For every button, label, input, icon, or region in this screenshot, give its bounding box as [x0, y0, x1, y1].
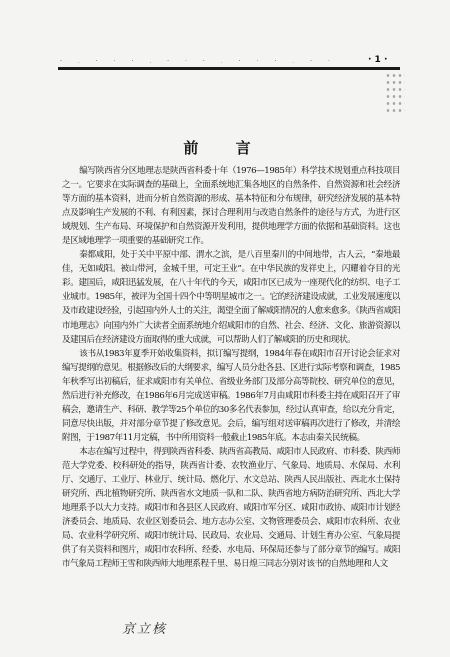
scan-noise: [385, 72, 405, 112]
header-scan-marks: · ﹒ · ‧ · ﹒ · ‧ · ﹒ · ‧ · ﹒ · ‧: [60, 58, 338, 65]
page-number: · 1 ·: [368, 55, 388, 65]
paragraph-3: 该书从1983年夏季开始收集资料，拟订编写提纲，1984年春在咸阳市召开讨论会征求对编写提纲的意见。根据修改后的大纲要求，编写人员分赴各县、区进行实际考察和调查，1985年秋季写出初稿后，征求咸阳市有关单位、省级业务部门及部分高等院校、研究单位的意见，然后进行补充修改，在1986年6月完成送审稿。1986年7月由咸阳市科委主持在咸阳召开了审稿会，邀请生产、科研、教学等25个单位的30多名代表参加，经过认真审查，给以充分肯定，同意尽快出版，并对部分章节提了修改意见。会后，编写组对送审稿再次进行了修改，并清绘附图，于1987年11月定稿，书中所用资料一般截止1985年底。本志由秦关民统稿。: [62, 348, 400, 443]
handwritten-signature: 京立核: [122, 622, 168, 637]
header-rule: [58, 67, 400, 70]
paragraph-2: 秦都咸阳，处于关中平原中部、渭水之滨，是八百里秦川的中间地带，古人云，“秦地最佳，无如咸阳。被山带河，金城千里，可定王业”。在中华民族的发祥史上，闪耀着夺目的光彩。建国后，咸阳迅猛发展，在八十年代的今天，咸阳市区已成为一座现代化的纺织、电子工业城市。1985年，被评为全国十四个中等明星城市之一。它的经济建设成就，工业发展速度以及市政建设经验，引起国内外人士的关注，渴望全面了解咸阳情况的人愈来愈多。《陕西省咸阳市地理志》向国内外广大读者全面系统地介绍咸阳市的自然、社会、经济、文化、旅游资源以及建国后在经济建设方面取得的重大成就，可以帮助人们了解咸阳的历史和现状。: [62, 250, 400, 345]
paragraph-4: 本志在编写过程中，得到陕西省科委、陕西省高教局、咸阳市人民政府、市科委、陕西师范大学党委、校科研处的指导，陕西省计委、农牧渔业厅、气象局、地质局、水保局、水利厅、交通厅、工业厅、林业厅、统计局、燃化厅、水文总站、陕西人民出版社、西北水土保持研究所、西北植物研究所、陕西省水文地质一队和二队、陕西省地方病防治研究所、西北大学地理系予以大力支持。咸阳市和各县区人民政府、咸阳市军分区、咸阳市政协、咸阳市计划经济委员会、地质局、农业区划委员会、地方志办公室、文物管理委员会、咸阳市农科所、农业局、农业科学研究所、咸阳市统计局、民政局、农业局、交通局、计划生育办公室、气象局提供了有关资料和图片，咸阳市农科所、经委、水电局、环保局还参与了部分章节的编写。咸阳市气象局工程师王雪和陕西师大地理系程千里、易日煌三同志分别对该书的自然地理和人文: [62, 446, 400, 570]
paragraph-1: 编写陕西省分区地理志是陕西省科委十年（1976—1985年）科学技术规划重点科技项目之一。它要求在实际调查的基础上，全面系统地汇集各地区的自然条件、自然资源和社会经济等方面的基本资料，进而分析自然资源的形成、基本特征和分布规律，研究经济发展的基本特点及影响生产发展的不利、有利因素，探讨合理利用与改造自然条件的途径与方式，为进行区域规划、生产布局、环境保护和自然资源开发利用，提供地理学方面的依据和基础资料。这也是区域地理学一项重要的基础研究工作。: [62, 166, 400, 247]
body-text: [62, 164, 400, 571]
page-title: 前 言: [183, 139, 267, 157]
